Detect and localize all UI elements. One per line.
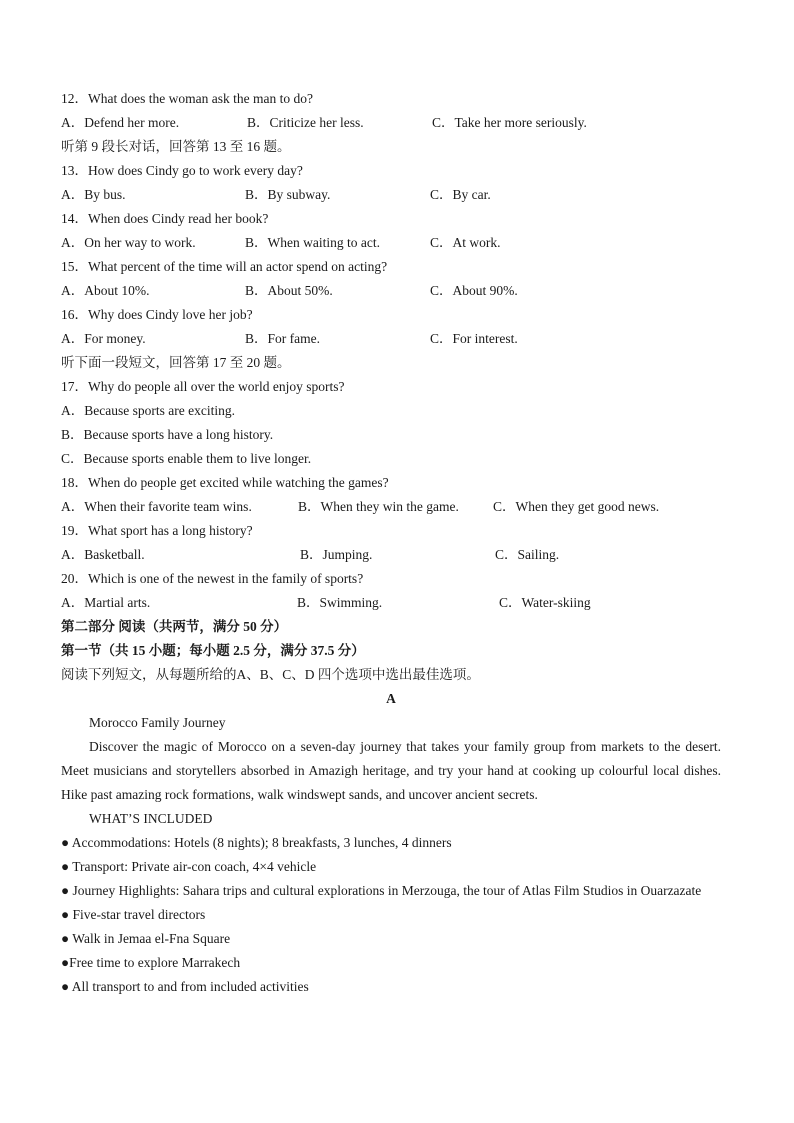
option-b: B．Criticize her less.	[247, 115, 364, 130]
included-item: ● Accommodations: Hotels (8 nights); 8 breakfasts, 3 lunches, 4 dinners	[61, 835, 452, 850]
part2-instruction: 阅读下列短文，从每题所给的A、B、C、D 四个选项中选出最佳选项。	[61, 667, 480, 682]
option-b: B．When waiting to act.	[245, 235, 380, 250]
question-18: 18．When do people get excited while watching the games?	[61, 475, 389, 490]
option-a: A．Defend her more.	[61, 115, 180, 130]
option-c: C．By car.	[430, 187, 491, 202]
option-a: A．Martial arts.	[61, 595, 151, 610]
option-b: B．Swimming.	[297, 595, 383, 610]
included-item: ● All transport to and from included activities	[61, 979, 309, 994]
question-17-option-a: A．Because sports are exciting.	[61, 403, 235, 418]
passage-letter: A	[386, 691, 396, 706]
option-a: A．For money.	[61, 331, 146, 346]
option-c: C．About 90%.	[430, 283, 518, 298]
section-instruction-9: 听第 9 段长对话，回答第 13 至 16 题。	[61, 139, 291, 154]
question-20-options	[61, 591, 721, 615]
question-15-options	[61, 279, 721, 303]
option-b: B．When they win the game.	[298, 499, 459, 514]
option-c: C．Sailing.	[495, 547, 560, 562]
passage-body: Discover the magic of Morocco on a seven-day journey that takes your family group from markets to the desert. Meet musicians and storytellers absorbed in Amazigh heritage, and try your hand at cooking up colourful local dishes. Hike past amazing rock formations, walk windswept sands, and uncover ancient secrets.	[61, 739, 721, 802]
question-17-option-b: B．Because sports have a long history.	[61, 427, 274, 442]
option-b: B．By subway.	[245, 187, 331, 202]
option-a: A．Basketball.	[61, 547, 145, 562]
option-a: A．By bus.	[61, 187, 126, 202]
option-c: C．At work.	[430, 235, 501, 250]
option-c: C．Water-skiing	[499, 595, 591, 610]
question-12: 12．What does the woman ask the man to do?	[61, 91, 313, 106]
question-19-options	[61, 543, 721, 567]
option-a: A．On her way to work.	[61, 235, 196, 250]
question-18-options	[61, 495, 721, 519]
included-item: ●Free time to explore Marrakech	[61, 955, 241, 970]
question-15: 15．What percent of the time will an actor spend on acting?	[61, 259, 388, 274]
part2-title: 第二部分 阅读（共两节，满分 50 分）	[61, 619, 288, 634]
question-20: 20．Which is one of the newest in the family of sports?	[61, 571, 364, 586]
section-instruction-passage: 听下面一段短文，回答第 17 至 20 题。	[61, 355, 291, 370]
option-c: C．When they get good news.	[493, 499, 660, 514]
question-16: 16．Why does Cindy love her job?	[61, 307, 253, 322]
question-16-options	[61, 327, 721, 351]
question-17: 17．Why do people all over the world enjoy sports?	[61, 379, 345, 394]
question-13-options	[61, 183, 721, 207]
included-item: ● Journey Highlights: Sahara trips and cultural explorations in Merzouga, the tour of Atlas Film Studios in Ouarzazate	[61, 883, 702, 898]
question-13: 13．How does Cindy go to work every day?	[61, 163, 303, 178]
option-b: B．Jumping.	[300, 547, 373, 562]
exam-page	[61, 87, 721, 999]
question-14-options	[61, 231, 721, 255]
included-item: ● Transport: Private air-con coach, 4×4 vehicle	[61, 859, 317, 874]
option-a: A．When their favorite team wins.	[61, 499, 252, 514]
option-b: B．For fame.	[245, 331, 320, 346]
included-heading: WHAT’S INCLUDED	[89, 811, 213, 826]
question-12-options	[61, 111, 721, 135]
included-item: ● Walk in Jemaa el-Fna Square	[61, 931, 231, 946]
passage-title: Morocco Family Journey	[89, 715, 226, 730]
option-c: C．For interest.	[430, 331, 518, 346]
option-b: B．About 50%.	[245, 283, 333, 298]
question-19: 19．What sport has a long history?	[61, 523, 253, 538]
included-item: ● Five-star travel directors	[61, 907, 206, 922]
option-a: A．About 10%.	[61, 283, 150, 298]
part2-section1-title: 第一节（共 15 小题；每小题 2.5 分，满分 37.5 分）	[61, 643, 365, 658]
option-c: C．Take her more seriously.	[432, 115, 587, 130]
question-14: 14．When does Cindy read her book?	[61, 211, 269, 226]
question-17-option-c: C．Because sports enable them to live longer.	[61, 451, 312, 466]
